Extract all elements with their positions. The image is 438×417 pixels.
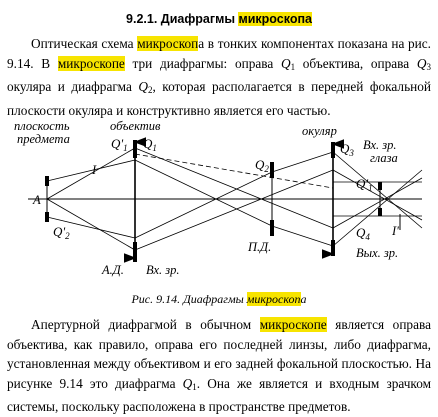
label-exit-pupil: Вых. зр. xyxy=(356,246,399,260)
label-objective: объектив xyxy=(110,119,161,133)
highlighted-term: микроскопе xyxy=(259,317,327,332)
label-point-a: A xyxy=(33,193,41,207)
highlighted-term: микроскопе xyxy=(57,55,125,71)
paragraph-aperture xyxy=(7,315,431,417)
paragraph-intro xyxy=(7,34,431,120)
label-eyepiece: окуляр xyxy=(302,124,337,138)
label-field-stop: П.Д. xyxy=(248,240,272,254)
highlighted-term: микроскопа xyxy=(238,12,312,26)
highlighted-term: микроскоп xyxy=(137,36,199,51)
label-ray-i: I xyxy=(92,163,97,177)
symbol-q3: $Q_3$ xyxy=(416,55,431,72)
text-run: объектива, оправа xyxy=(295,55,417,71)
label-object-plane-line2: предмета xyxy=(17,132,70,146)
label-q4: $Q_4$ xyxy=(356,225,370,242)
text-run: три диафрагмы: оправа xyxy=(124,55,281,71)
highlighted-term: микроскоп xyxy=(246,292,301,306)
text-run: а в тонких компонентах показана на рис. 9.14. В xyxy=(7,36,431,71)
text-run: . Она же является и входным зрачком системы, поскольку расположена в пространстве предметов. xyxy=(7,375,432,414)
label-image-i-prime: I' xyxy=(392,224,399,238)
figure-caption: Рис. 9.14. Диафрагмы микроскопа xyxy=(131,292,307,306)
text-run: является оправа объектива, как правило, оправа его последней линзы, либо диафрагма, установленная между объективом и его задней фокальной плоскостью. На рисунке 9.14 это диафрагма xyxy=(7,317,431,391)
text-run: Апертурной диафрагмой в обычном xyxy=(31,317,260,332)
text-run: Оптическая схема xyxy=(31,36,138,51)
label-object-plane-line1: плоскость xyxy=(14,119,70,133)
text-run: , которая располагается в передней фокальной плоскости окуляра и конструктивно является его частью. xyxy=(7,79,432,118)
label-entrance-pupil-eye-2: глаза xyxy=(370,151,398,165)
label-q3: $Q_3$ xyxy=(340,141,354,158)
label-q2: $Q_2$ xyxy=(255,157,269,174)
label-entrance-pupil: Вх. зр. xyxy=(146,263,180,277)
label-aperture-stop: А.Д. xyxy=(102,263,124,277)
label-q1-double-prime: $Q'_1$ xyxy=(356,176,373,193)
symbol-q1: $Q_1$ xyxy=(182,375,197,392)
label-q1: $Q_1$ xyxy=(143,136,157,153)
symbol-q2: $Q_2$ xyxy=(138,79,153,95)
label-q2-prime: $Q'_2$ xyxy=(53,224,70,241)
symbol-q1: $Q_1$ xyxy=(280,55,296,72)
text-run: окуляра и диафрагма xyxy=(7,79,139,94)
label-entrance-pupil-eye-1: Вх. зр. xyxy=(363,138,397,152)
section-title-text: Диафрагмы xyxy=(160,12,235,26)
section-heading xyxy=(0,12,438,26)
microscope-diaphragm-diagram xyxy=(0,118,438,290)
label-q1-prime: $Q'_1$ xyxy=(111,136,128,153)
section-number: 9.2.1. xyxy=(126,12,158,26)
dashed-chief-ray xyxy=(135,154,333,188)
